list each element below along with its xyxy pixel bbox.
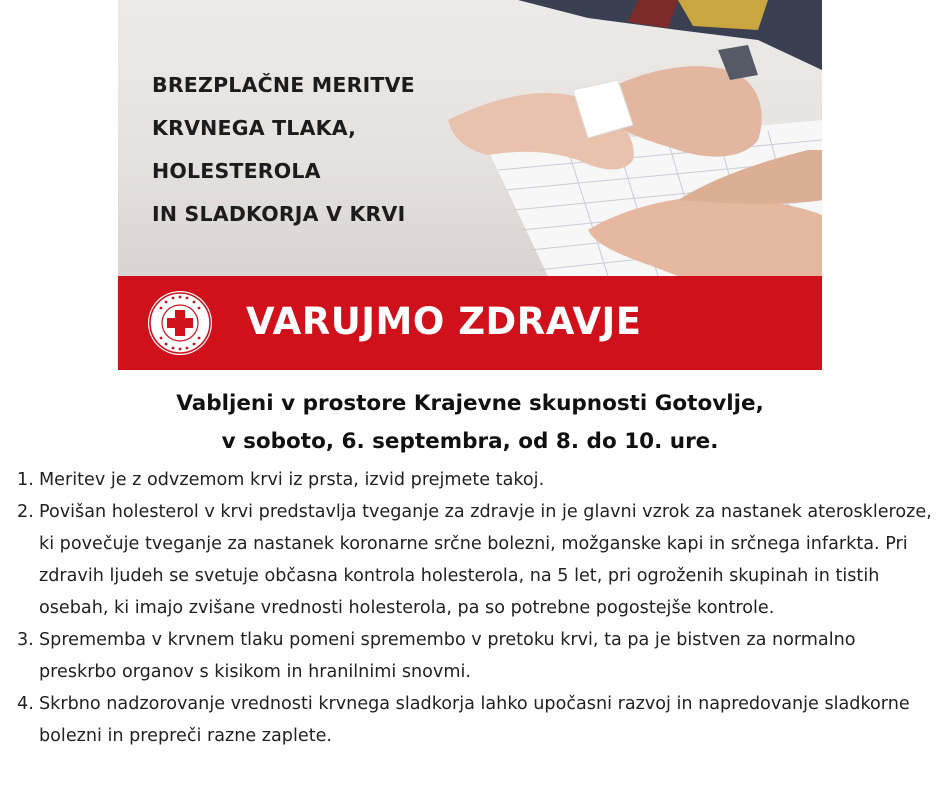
- banner-photo: [118, 0, 822, 276]
- red-cross-logo: [147, 290, 213, 356]
- slogan-text: VARUJMO ZDRAVJE: [246, 300, 642, 343]
- list-item-number: 2.: [17, 502, 34, 522]
- list-item-text: Povišan holesterol v krvi predstavlja tveganje za zdravje in je glavni vzrok za nastanek ateroskleroze, ki povečuje tveganje za nastanek koronarne srčne bolezni, možganske kapi in srčnega infarkta. Pri zdravih ljudeh se svetuje občasna kontrola holesterola, na 5 let, pri ogroženih skupinah in tistih osebah, ki imajo zvišane vrednosti holesterola, pa so potrebne pogostejše kontrole.: [39, 502, 932, 618]
- slogan-bar: [118, 276, 822, 370]
- invitation-line-location: Vabljeni v prostore Krajevne skupnosti Gotovlje,: [176, 391, 764, 416]
- list-item-number: 4.: [17, 694, 34, 714]
- list-item: [0, 688, 936, 752]
- list-item: [0, 496, 936, 624]
- headline-line: HOLESTEROLA: [152, 159, 321, 183]
- list-item-text: Skrbno nadzorovanje vrednosti krvnega sladkorja lahko upočasni razvoj in napredovanje sladkorne bolezni in prepreči razne zaplete.: [39, 694, 910, 746]
- banner-headline: [152, 64, 415, 236]
- list-item-number: 3.: [17, 630, 34, 650]
- info-list: [0, 464, 936, 752]
- list-item-text: Sprememba v krvnem tlaku pomeni spremembo v pretoku krvi, ta pa je bistven za normalno preskrbo organov s kisikom in hranilnimi snovmi.: [39, 630, 856, 682]
- list-item-text: Meritev je z odvzemom krvi iz prsta, izvid prejmete takoj.: [39, 470, 545, 490]
- headline-line: BREZPLAČNE MERITVE: [152, 73, 415, 97]
- invitation: [0, 385, 940, 461]
- list-item-number: 1.: [17, 470, 34, 490]
- headline-line: KRVNEGA TLAKA,: [152, 116, 357, 140]
- campaign-banner: [118, 0, 822, 370]
- list-item: [0, 464, 936, 496]
- list-item: [0, 624, 936, 688]
- headline-line: IN SLADKORJA V KRVI: [152, 202, 406, 226]
- invitation-line-date: v soboto, 6. septembra, od 8. do 10. ure.: [221, 429, 719, 454]
